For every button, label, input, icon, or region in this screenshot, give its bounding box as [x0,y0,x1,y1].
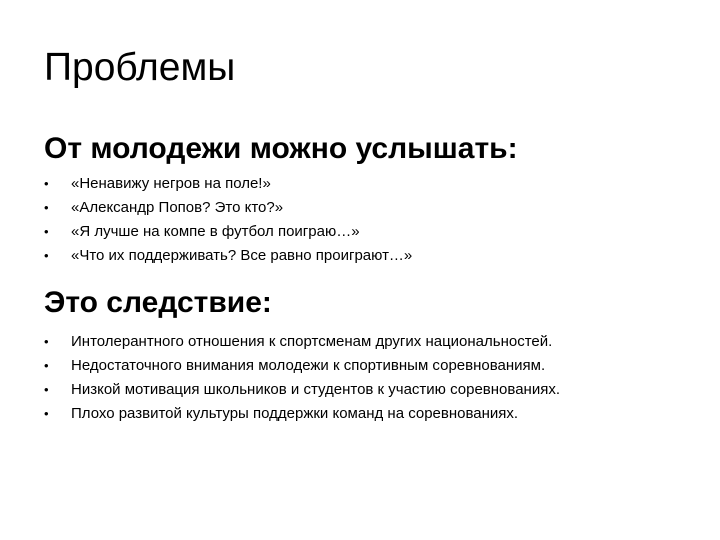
section-heading-youth-quotes: От молодежи можно услышать: [44,132,518,165]
list-item-text: Низкой мотивация школьников и студентов к участию соревнованиях. [71,381,560,398]
list-item-text: «Я лучше на компе в футбол поиграю…» [71,223,360,240]
list-item-text: Плохо развитой культуры поддержки команд на соревнованиях. [71,405,519,422]
bullet-icon: • [44,248,49,263]
bullet-icon: • [44,406,49,421]
bullet-icon: • [44,382,49,397]
list-item-text: Недостаточного внимания молодежи к спортивным соревнованиям. [71,357,546,374]
bullet-icon: • [44,176,49,191]
list-item-text: «Ненавижу негров на поле!» [71,175,271,192]
section-heading-consequences: Это следствие: [44,286,272,319]
bullet-icon: • [44,224,49,239]
bullet-icon: • [44,358,49,373]
bullet-icon: • [44,200,49,215]
list-item-text: Интолерантного отношения к спортсменам других национальностей. [71,333,553,350]
bullet-icon: • [44,334,49,349]
list-item-text: «Что их поддерживать? Все равно проиграют…» [71,247,413,264]
list-item-text: «Александр Попов? Это кто?» [71,199,284,216]
slide-title: Проблемы [44,46,236,89]
